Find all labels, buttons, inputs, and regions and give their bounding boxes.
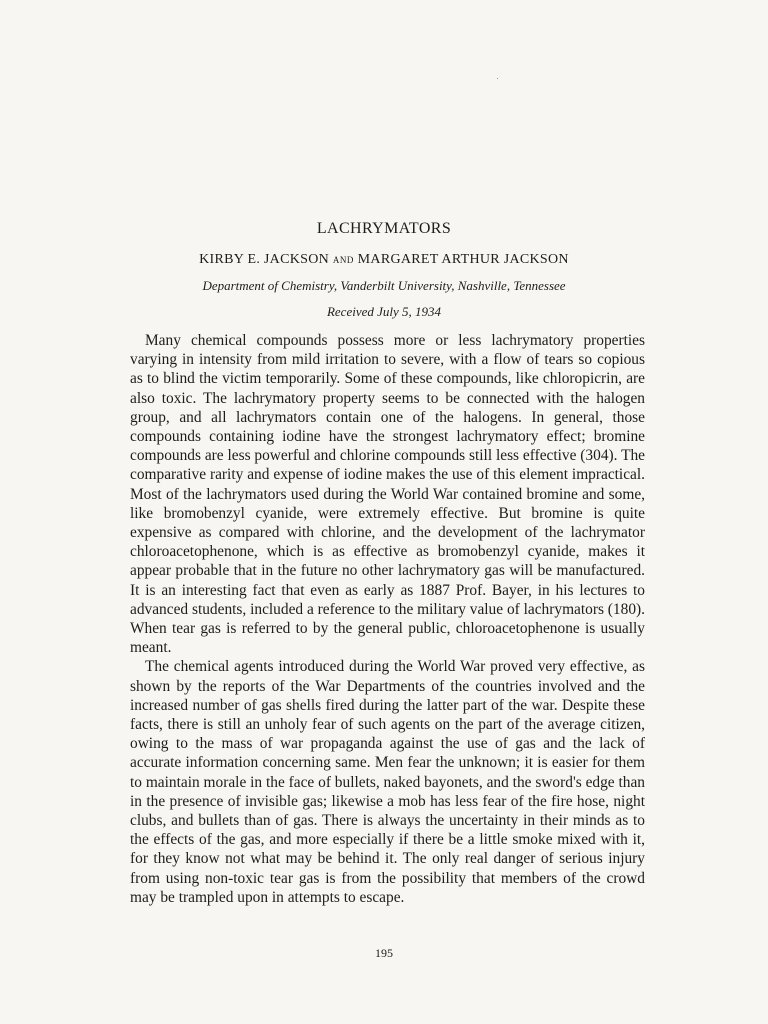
author-line bbox=[0, 252, 768, 268]
page-number: 195 bbox=[375, 946, 393, 960]
scan-speck bbox=[497, 78, 498, 79]
body-paragraph: The chemical agents introduced during the World War proved very effective, as shown by the reports of the War Departments of the countries involved and the increased number of gas shells fired during the latter part of the war. Despite these facts, there is still an unholy fear of such agents on the part of the average citizen, owing to the mass of war propaganda against the use of gas and the lack of accurate information concerning same. Men fear the unknown; it is easier for them to maintain morale in the face of bullets, naked bayonets, and the sword's edge than in the presence of invisible gas; likewise a mob has less fear of the fire hose, night clubs, and bullets than of gas. There is always the uncertainty in their minds as to the effects of the gas, and more especially if there be a little smoke mixed with it, for they know not what may be behind it. The only real danger of serious injury from using non-toxic tear gas is from the possibility that members of the crowd may be trampled upon in attempts to escape. bbox=[130, 658, 645, 906]
received-date: Received July 5, 1934 bbox=[326, 304, 442, 319]
author-name: MARGARET ARTHUR JACKSON bbox=[357, 252, 569, 267]
article-title: LACHRYMATORS bbox=[316, 220, 452, 237]
article-body bbox=[130, 331, 645, 907]
affiliation: Department of Chemistry, Vanderbilt University, Nashville, Tennessee bbox=[202, 278, 566, 293]
author-name: KIRBY E. JACKSON bbox=[199, 252, 330, 267]
body-paragraph: Many chemical compounds possess more or less lachrymatory properties varying in intensity from mild irritation to severe, with a flow of tears so copious as to blind the victim temporarily. Some of these compounds, like chloropicrin, are also toxic. The lachrymatory property seems to be connected with the halogen group, and all lachrymators contain one of the halogens. In general, those compounds containing iodine have the strongest lachrymatory effect; bromine compounds are less powerful and chlorine compounds still less effective (304). The comparative rarity and expense of iodine makes the use of this element impractical. Most of the lachrymators used during the World War contained bromine and some, like bromobenzyl cyanide, were extremely effective. But bromine is quite expensive as compared with chlorine, and the development of the lachrymator chloroacetophenone, which is as effective as bromobenzyl cyanide, makes it appear probable that in the future no other lachrymatory gas will be manufactured. It is an interesting fact that even as early as 1887 Prof. Bayer, in his lectures to advanced students, included a reference to the military value of lachrymators (180). When tear gas is referred to by the general public, chloroacetophenone is usually meant. bbox=[130, 332, 645, 657]
author-conjunction: AND bbox=[332, 255, 354, 265]
